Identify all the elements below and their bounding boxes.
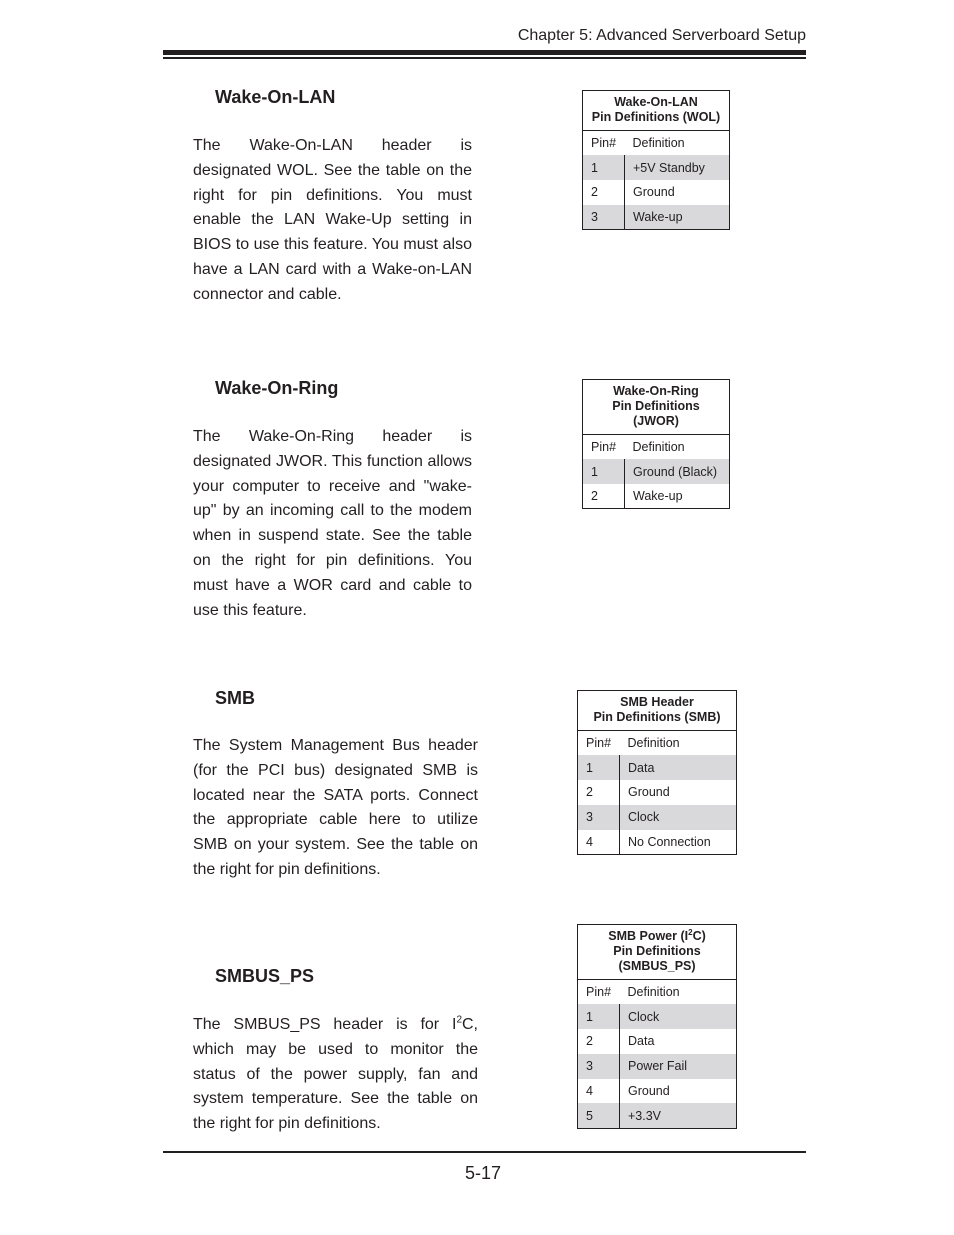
col-header-definition: Definition: [632, 440, 685, 455]
pin-definition: No Connection: [628, 834, 711, 849]
col-header-definition: Definition: [632, 136, 685, 151]
pin-definition: Ground: [628, 1084, 670, 1099]
pin-definition: Clock: [620, 805, 737, 830]
pin-table-jwor: [582, 379, 730, 509]
table-row: [578, 1103, 737, 1128]
section-body-smbus-ps: [193, 1013, 478, 1137]
table-row: [578, 755, 737, 780]
table-row: [578, 830, 737, 855]
col-header-pin: Pin#: [586, 985, 612, 1000]
pin-definition: Data: [620, 755, 737, 780]
pin-number: 3: [578, 1054, 620, 1079]
table-title: [583, 91, 730, 131]
table-row: [578, 780, 737, 805]
table-row: [583, 459, 730, 484]
table-title-line: Pin Definitions (SMB): [593, 710, 721, 724]
table-title-line: (SMBUS_PS): [618, 959, 696, 973]
table-row: [583, 205, 730, 230]
pin-definition: Data: [628, 1034, 655, 1049]
table-title-line: Pin Definitions: [613, 944, 701, 958]
pin-number: 1: [578, 1004, 620, 1029]
table-title: [578, 925, 737, 980]
table-row: [578, 805, 737, 830]
pin-definition: Clock: [620, 1004, 737, 1029]
col-header-pin: Pin#: [586, 736, 612, 751]
pin-number: 4: [578, 1079, 620, 1104]
pin-number: 2: [578, 1029, 620, 1054]
table-header-row: [583, 131, 730, 156]
section-heading-wake-on-ring: Wake-On-Ring: [215, 378, 339, 398]
table-title-line: Wake-On-LAN: [614, 95, 698, 109]
section-body-wake-on-lan: The Wake-On-LAN header is designated WOL. See the table on the right for pin definitions. You must enable the LAN Wake-Up setting in BIOS to use this feature. You must also have a LAN card with a Wake-on-LAN connector and cable.: [193, 137, 472, 303]
pin-number: 2: [583, 484, 625, 509]
section-body-wake-on-ring: The Wake-On-Ring header is designated JWOR. This function allows your computer to receive and "wake-up" by an incoming call to the modem when in suspend state. See the table on the right for pin definitions. You must have a WOR card and cable to use this feature.: [193, 428, 472, 619]
pin-definition: Ground (Black): [625, 459, 730, 484]
pin-definition: Power Fail: [620, 1054, 737, 1079]
pin-number: 3: [583, 205, 625, 230]
pin-number: 3: [578, 805, 620, 830]
table-row: [583, 484, 730, 509]
table-row: [578, 1054, 737, 1079]
page-number: 5-17: [464, 1163, 502, 1183]
table-title-line: Pin Definitions: [612, 399, 700, 413]
table-header-row: [578, 980, 737, 1005]
body-text-part: C, which may be used to monitor the status of the power supply, fan and system temperature. See the table on the right for pin definitions.: [193, 1016, 478, 1133]
table-title-line: SMB Header: [620, 695, 694, 709]
table-row: [583, 180, 730, 205]
table-row: [578, 1004, 737, 1029]
pin-definition: +3.3V: [620, 1103, 737, 1128]
pin-definition: Ground: [628, 785, 670, 800]
body-text-part: The SMBUS_PS header is for I: [193, 1016, 457, 1033]
col-header-definition: Definition: [627, 736, 680, 751]
pin-number: 1: [578, 755, 620, 780]
table-row: [583, 155, 730, 180]
section-heading-smbus-ps: SMBUS_PS: [215, 966, 315, 986]
pin-number: 2: [583, 180, 625, 205]
table-title-line: (JWOR): [633, 414, 679, 428]
table-title-line: Wake-On-Ring: [613, 384, 699, 398]
col-header-pin: Pin#: [591, 136, 617, 151]
table-title: [578, 691, 737, 731]
pin-number: 5: [578, 1103, 620, 1128]
col-header-pin: Pin#: [591, 440, 617, 455]
table-row: [578, 1029, 737, 1054]
col-header-definition: Definition: [627, 985, 680, 1000]
pin-number: 2: [578, 780, 620, 805]
table-header-row: [583, 435, 730, 460]
section-heading-wake-on-lan: Wake-On-LAN: [215, 87, 336, 107]
superscript: 2: [456, 1014, 462, 1026]
table-row: [578, 1079, 737, 1104]
pin-number: 4: [578, 830, 620, 855]
pin-table-smbus-ps: [577, 924, 737, 1129]
title-part: C): [692, 929, 706, 943]
pin-definition: Wake-up: [633, 489, 683, 504]
section-heading-smb: SMB: [215, 688, 255, 708]
pin-number: 1: [583, 459, 625, 484]
superscript: 2: [688, 927, 693, 937]
header-rule-thick: [163, 50, 806, 55]
chapter-header: Chapter 5: Advanced Serverboard Setup: [517, 27, 806, 44]
header-rule-thin: [163, 57, 806, 59]
table-title: [583, 380, 730, 435]
table-title-line: Pin Definitions (WOL): [591, 110, 721, 124]
section-body-smb: The System Management Bus header (for the PCI bus) designated SMB is located near the SATA ports. Connect the appropriate cable here to utilize SMB on your system. See the table on the right for pin definitions.: [193, 737, 478, 878]
pin-number: 1: [583, 155, 625, 180]
pin-table-wol: [582, 90, 730, 230]
pin-table-smb: [577, 690, 737, 855]
title-part: SMB Power (I: [608, 929, 689, 943]
table-title-line: [582, 929, 732, 944]
pin-definition: Ground: [633, 185, 675, 200]
pin-definition: +5V Standby: [625, 155, 730, 180]
pin-definition: Wake-up: [625, 205, 730, 230]
table-header-row: [578, 731, 737, 756]
footer-rule: [163, 1151, 806, 1153]
